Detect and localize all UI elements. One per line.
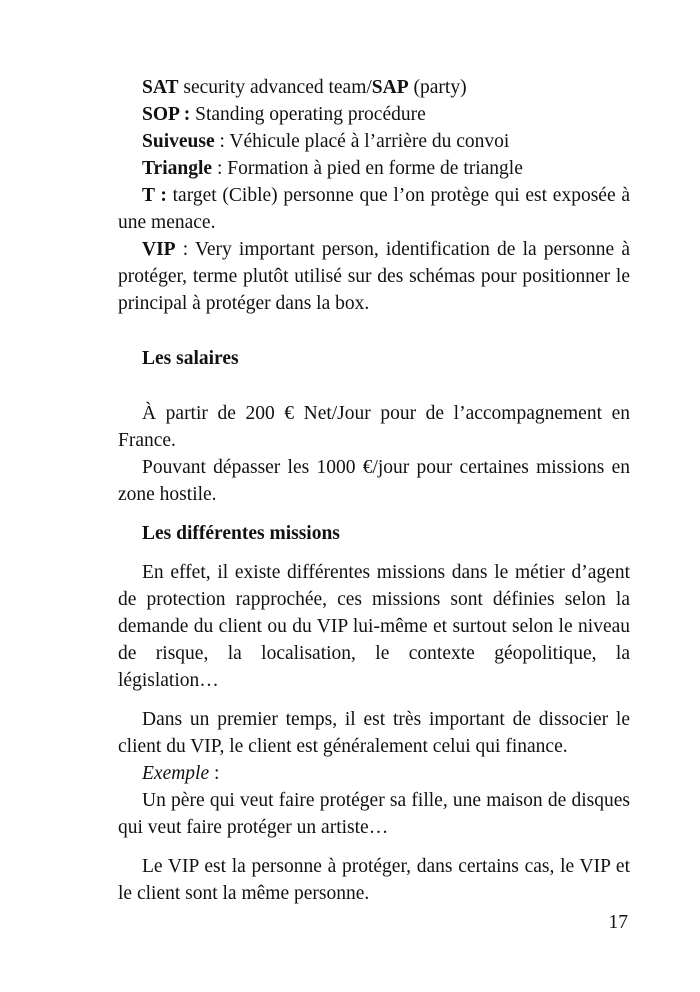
glossary-term: SAT: [142, 77, 179, 98]
salaires-paragraph-2: Pouvant dépasser les 1000 €/jour pour certaines missions en zone hostile.: [118, 457, 630, 505]
glossary-definition: target (Cible) personne que l’on protège qui est exposée à une menace.: [118, 185, 630, 233]
glossary-term: VIP: [142, 239, 176, 260]
glossary-entry-suiveuse: [118, 128, 630, 155]
glossary-term: Triangle: [142, 158, 213, 179]
example-label: Exemple: [142, 763, 210, 784]
glossary-definition: : Very important person, identification de la personne à protéger, terme plutôt utilisé sur des schémas pour positionner le principal à protéger dans la box.: [118, 239, 630, 314]
page-body: [118, 74, 630, 907]
page-number: 17: [608, 912, 628, 933]
glossary-entry-target: [118, 182, 630, 236]
glossary-entry-sop: [118, 101, 630, 128]
missions-paragraph-1: En effet, il existe différentes missions dans le métier d’agent de protection rapprochée, ces missions sont définies selon la demande du client ou du VIP lui-même et surtout selon le niveau de risque, la localisation, le contexte géopolitique, la législation…: [118, 562, 630, 691]
section-heading-salaires: Les salaires: [142, 348, 239, 369]
glossary-definition-secondary: (party): [408, 77, 467, 98]
glossary-term: Suiveuse: [142, 131, 215, 152]
section-heading-missions: Les différentes missions: [142, 523, 340, 544]
glossary-definition: : Formation à pied en forme de triangle: [212, 158, 523, 179]
example-colon: :: [209, 763, 220, 784]
missions-paragraph-4: Le VIP est la personne à protéger, dans certains cas, le VIP et le client sont la même personne.: [118, 856, 630, 904]
glossary-entry-vip: [118, 236, 630, 317]
glossary-term: T :: [142, 185, 167, 206]
glossary-definition: : Véhicule placé à l’arrière du convoi: [214, 131, 510, 152]
missions-paragraph-3: Un père qui veut faire protéger sa fille, une maison de disques qui veut faire protéger un artiste…: [118, 790, 630, 838]
glossary-entry-sat: [118, 74, 630, 101]
glossary-entry-triangle: [118, 155, 630, 182]
missions-paragraph-2: Dans un premier temps, il est très important de dissocier le client du VIP, le client est généralement celui qui finance.: [118, 709, 630, 757]
glossary-term: SOP :: [142, 104, 191, 125]
glossary-definition: security advanced team/: [183, 77, 372, 98]
glossary-term-secondary: SAP: [371, 77, 409, 98]
glossary-definition: Standing operating procédure: [190, 104, 426, 125]
salaires-paragraph-1: À partir de 200 € Net/Jour pour de l’accompagnement en France.: [118, 403, 630, 451]
example-label-line: [118, 760, 630, 787]
